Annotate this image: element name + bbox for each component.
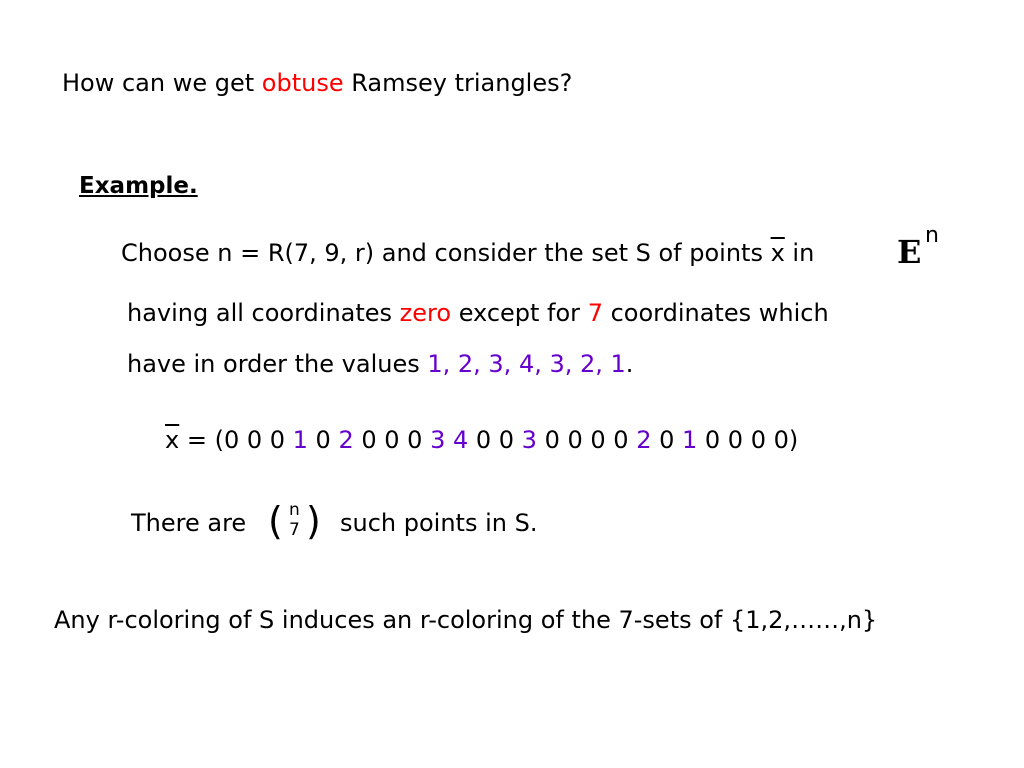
binom-right-paren: ) [306,499,321,543]
binom-left-paren: ( [268,499,283,543]
choose-text-in: in [784,239,815,267]
vector-zero-entries: 0 0 0 0 [536,426,637,454]
vector-zero-entries: 0 [651,426,682,454]
title-text-end: Ramsey triangles? [343,69,573,97]
count-line-end: such points in S. [340,509,538,537]
binomial-coefficient [268,500,328,544]
title-emphasis-obtuse: obtuse [261,69,344,97]
vector-definition [165,425,798,455]
vector-variable-x: $\overline{x}$ [165,426,180,454]
example-heading: Example. [79,173,198,199]
coords-text-end: coordinates which [602,299,829,327]
values-text: have in order the values [127,350,428,378]
coloring-statement: Any r-coloring of S induces an r-coloring of the 7-sets of {1,2,……,n} [54,606,878,634]
vector-zero-entries: 0 0 [468,426,522,454]
coords-seven-highlight: 7 [587,299,603,327]
vector-zero-entries: 0 [307,426,339,454]
vector-zero-entries: 0 0 0 0) [697,426,799,454]
coords-zero-highlight: zero [399,299,452,327]
vector-zero-entries: = (0 0 0 [186,426,293,454]
vector-nonzero-entry: 2 [636,426,652,454]
vector-nonzero-entry: 3 [521,426,537,454]
coords-text-start: having all coordinates [127,299,400,327]
values-period: . [625,350,634,378]
point-variable-x: $\overline{x}$ [770,239,785,267]
choose-text: Choose n = R(7, 9, r) and consider the set S of points [121,239,771,267]
vector-nonzero-entry: 3 4 [430,426,469,454]
choose-line [121,238,814,268]
binom-top: n [289,500,300,520]
coords-text-mid: except for [451,299,588,327]
count-line-start: There are [131,509,247,537]
vector-zero-entries: 0 0 0 [353,426,431,454]
dimension-exponent: n [925,223,939,248]
vector-nonzero-entry: 1 [682,426,698,454]
vector-nonzero-entry: 2 [338,426,354,454]
title-text-start: How can we get [62,69,262,97]
values-sequence: 1, 2, 3, 4, 3, 2, 1 [427,350,626,378]
values-line [127,349,633,379]
slide-title [62,68,572,98]
vector-nonzero-entry: 1 [292,426,308,454]
binom-bottom: 7 [289,520,300,540]
coordinates-line [127,298,829,328]
euclidean-space-symbol: E [897,233,922,271]
